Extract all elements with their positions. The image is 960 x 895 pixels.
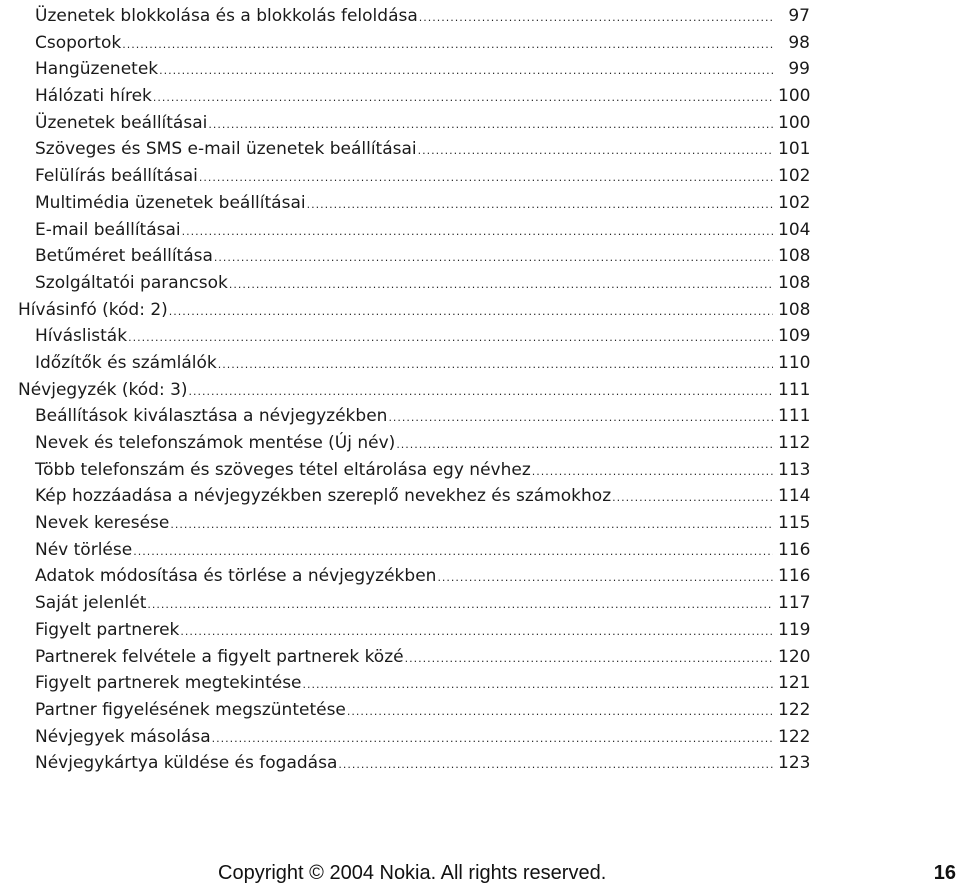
toc-entry-title: E-mail beállításai: [35, 219, 181, 240]
dot-leader: [418, 138, 773, 165]
toc-entry[interactable]: [18, 30, 810, 57]
toc-entry-title: Névjegyzék (kód: 3): [18, 379, 188, 400]
toc-entry-title: Figyelt partnerek megtekintése: [35, 673, 302, 694]
toc-entry[interactable]: [18, 136, 810, 163]
toc-entry[interactable]: [18, 297, 810, 324]
dot-leader: [153, 85, 773, 112]
toc-entry-title: Nevek keresése: [35, 513, 170, 534]
dot-leader: [189, 379, 773, 406]
dot-leader: [388, 405, 773, 432]
toc-entry-page: 122: [778, 699, 811, 720]
toc-entry-title: Adatok módosítása és törlése a névjegyzékben: [35, 566, 437, 587]
toc-entry-title: Figyelt partnerek: [35, 619, 180, 640]
toc-entry-page: 100: [778, 86, 811, 107]
toc-entry[interactable]: [18, 3, 810, 30]
dot-leader: [170, 512, 773, 539]
dot-leader: [532, 459, 773, 486]
toc-entry-title: Név törlése: [35, 539, 133, 560]
toc-entry-page: 116: [778, 566, 811, 587]
toc-entry-title: Saját jelenlét: [35, 593, 147, 614]
dot-leader: [338, 752, 773, 779]
toc-entry[interactable]: [18, 430, 810, 457]
toc-entry[interactable]: [18, 750, 810, 777]
dot-leader: [405, 646, 773, 673]
toc-entry-page: 122: [778, 726, 811, 747]
toc-entry-title: Csoportok: [35, 32, 122, 53]
toc-entry[interactable]: [18, 110, 810, 137]
toc-entry-page: 110: [778, 352, 811, 373]
toc-entry-page: 104: [778, 219, 811, 240]
toc-entry-title: Multimédia üzenetek beállításai: [35, 192, 306, 213]
toc-entry-page: 108: [778, 272, 811, 293]
toc-entry-title: Híváslisták: [35, 326, 128, 347]
dot-leader: [307, 192, 773, 219]
toc-entry[interactable]: [18, 697, 810, 724]
toc-entry-title: Nevek és telefonszámok mentése (Új név): [35, 433, 396, 453]
dot-leader: [303, 672, 773, 699]
toc-entry-title: Időzítők és számlálók: [35, 352, 217, 373]
toc-entry-page: 115: [778, 513, 811, 534]
dot-leader: [419, 5, 773, 32]
toc-entry[interactable]: [18, 323, 810, 350]
toc-entry-title: Üzenetek blokkolása és a blokkolás feloldása: [35, 6, 418, 26]
dot-leader: [396, 432, 773, 459]
toc-entry-page: 112: [778, 433, 811, 453]
dot-leader: [218, 352, 773, 379]
toc-entry[interactable]: [18, 563, 810, 590]
toc-entry-page: 98: [788, 32, 810, 53]
toc-entry-title: Szöveges és SMS e-mail üzenetek beállításai: [35, 139, 417, 160]
toc-entry-title: Hívásinfó (kód: 2): [18, 299, 168, 320]
toc-entry[interactable]: [18, 56, 810, 83]
dot-leader: [229, 272, 773, 299]
toc-entry[interactable]: [18, 350, 810, 377]
toc-entry-page: 111: [778, 406, 811, 427]
toc-entry-page: 117: [778, 593, 811, 614]
toc-entry[interactable]: [18, 377, 810, 404]
toc-entry-page: 114: [778, 486, 811, 507]
dot-leader: [133, 539, 773, 566]
toc-entry-page: 108: [778, 246, 811, 267]
dot-leader: [437, 565, 773, 592]
dot-leader: [147, 592, 773, 619]
dot-leader: [208, 112, 773, 139]
dot-leader: [182, 219, 773, 246]
toc-entry-title: Beállítások kiválasztása a névjegyzékben: [35, 406, 388, 427]
dot-leader: [212, 726, 773, 753]
toc-entry-title: Hálózati hírek: [35, 86, 152, 107]
toc-entry[interactable]: [18, 190, 810, 217]
toc-entry[interactable]: [18, 403, 810, 430]
toc-entry-page: 116: [778, 539, 811, 560]
toc-entry-page: 108: [778, 299, 811, 320]
toc-entry-title: Felülírás beállításai: [35, 166, 198, 187]
dot-leader: [180, 619, 773, 646]
toc-entry-title: Több telefonszám és szöveges tétel eltárolása egy névhez: [35, 459, 531, 480]
toc-entry-page: 119: [778, 619, 811, 640]
toc-entry[interactable]: [18, 724, 810, 751]
dot-leader: [159, 58, 773, 85]
toc-entry[interactable]: [18, 457, 810, 484]
toc-entry-page: 113: [778, 459, 811, 480]
toc-entry-page: 97: [788, 6, 810, 26]
toc-entry-page: 111: [778, 379, 811, 400]
dot-leader: [347, 699, 773, 726]
toc-entry-title: Hangüzenetek: [35, 59, 159, 80]
toc-entry[interactable]: [18, 483, 810, 510]
dot-leader: [122, 32, 773, 59]
toc-entry-page: 101: [778, 139, 811, 160]
toc-entry[interactable]: [18, 644, 810, 671]
toc-entry-title: Névjegykártya küldése és fogadása: [35, 753, 338, 774]
toc-entry[interactable]: [18, 83, 810, 110]
toc-entry-page: 120: [778, 646, 811, 667]
dot-leader: [612, 485, 773, 512]
toc-entry-page: 121: [778, 673, 811, 694]
toc-entry-page: 99: [788, 59, 810, 80]
toc-entry-title: Partnerek felvétele a figyelt partnerek közé: [35, 646, 404, 667]
toc-entry[interactable]: [18, 537, 810, 564]
toc-entry[interactable]: [18, 617, 810, 644]
toc-entry[interactable]: [18, 590, 810, 617]
toc-entry-page: 123: [778, 753, 811, 774]
toc-entry-title: Névjegyek másolása: [35, 726, 211, 747]
toc-entry-title: Kép hozzáadása a névjegyzékben szereplő nevekhez és számokhoz: [35, 486, 612, 507]
toc-entry[interactable]: [18, 217, 810, 244]
toc-entry[interactable]: [18, 510, 810, 537]
toc-entry-title: Betűméret beállítása: [35, 246, 213, 267]
copyright-footer: Copyright © 2004 Nokia. All rights reserved.: [218, 862, 607, 884]
toc-entry-page: 109: [778, 326, 811, 347]
toc-entry[interactable]: [18, 670, 810, 697]
toc-entry-title: Üzenetek beállításai: [35, 112, 208, 133]
toc-entry[interactable]: [18, 270, 810, 297]
toc-entry-title: Szolgáltatói parancsok: [35, 272, 228, 293]
table-of-contents: [18, 3, 810, 777]
toc-entry[interactable]: [18, 243, 810, 270]
dot-leader: [169, 299, 773, 326]
dot-leader: [199, 165, 773, 192]
dot-leader: [214, 245, 773, 272]
toc-entry-page: 102: [778, 166, 811, 187]
toc-entry[interactable]: [18, 163, 810, 190]
toc-entry-page: 100: [778, 112, 811, 133]
page-number: 16: [933, 862, 956, 884]
toc-entry-page: 102: [778, 192, 811, 213]
dot-leader: [128, 325, 773, 352]
toc-entry-title: Partner figyelésének megszüntetése: [35, 699, 346, 720]
